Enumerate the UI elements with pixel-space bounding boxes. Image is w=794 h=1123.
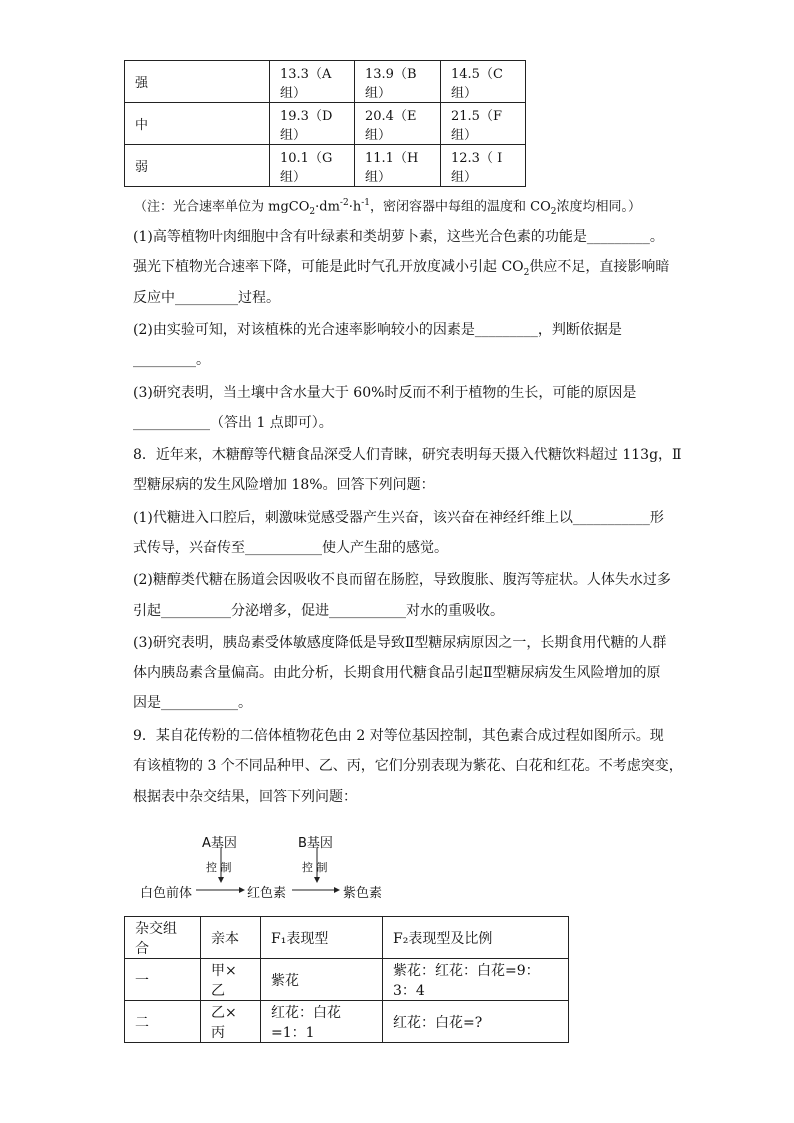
- red-pigment-label: 红色素: [247, 886, 287, 901]
- table-cell: 10.1（G组）: [270, 145, 355, 187]
- table-header-cell: 亲本: [201, 917, 261, 959]
- q9-stem: 9．某自花传粉的二倍体植物花色由 2 对等位基因控制，其色素合成过程如图所示。现: [133, 728, 664, 744]
- table-cell: 13.3（A组）: [270, 61, 355, 103]
- q8-part1: (1)代糖进入口腔后，刺激味觉感受器产生兴奋，该兴奋在神经纤维上以___________形: [133, 510, 664, 526]
- cross-results-table: [124, 916, 569, 1043]
- gene-b-label: B基因: [298, 836, 333, 851]
- q7-part3-cont: ___________（答出 1 点即可）。: [133, 415, 333, 431]
- q8-part2-cont: 引起__________分泌增多，促进___________对水的重吸收。: [133, 603, 504, 619]
- table-cell: 13.9（B组）: [355, 61, 441, 103]
- table-row: [125, 959, 569, 1001]
- q8-part2: (2)糖醇类代糖在肠道会因吸收不良而留在肠腔，导致腹胀、腹泻等症状。人体失水过多: [133, 572, 671, 588]
- table-cell: 红花：白花=1：1: [261, 1001, 383, 1043]
- table-cell: 弱: [125, 145, 270, 187]
- pigment-pathway-diagram: [140, 830, 400, 900]
- q7-part3: (3)研究表明，当土壤中含水量大于 60%时反而不利于植物的生长，可能的原因是: [133, 385, 637, 401]
- table-cell: 强: [125, 61, 270, 103]
- table-cell: 21.5（F组）: [441, 103, 526, 145]
- white-precursor-label: 白色前体: [140, 886, 193, 901]
- table-cell: 紫花：红花：白花=9：3：4: [383, 959, 569, 1001]
- table-cell: 红花：白花=?: [383, 1001, 569, 1043]
- table-header-cell: 杂交组合: [125, 917, 201, 959]
- table-header-cell: F₁表现型: [261, 917, 383, 959]
- table-cell: 20.4（E组）: [355, 103, 441, 145]
- table-cell: 12.3（ I组）: [441, 145, 526, 187]
- table-note: （注：光合速率单位为 $mgCO_2\cdot dm^{-2}\cdot h^{-1}$，密闭容器中每组的温度和 $CO_2$浓度均相同。）: [134, 198, 641, 217]
- table-cell: 11.1（H组）: [355, 145, 441, 187]
- table-header-row: [125, 917, 569, 959]
- q7-part1-cont2: 反应中_________过程。: [133, 290, 280, 306]
- q7-part1: (1)高等植物叶肉细胞中含有叶绿素和类胡萝卜素，这些光合色素的功能是_________。: [133, 229, 664, 245]
- table-cell: 中: [125, 103, 270, 145]
- purple-pigment-label: 紫色素: [343, 886, 383, 901]
- control-label-a: 控 制: [206, 861, 232, 874]
- gene-a-label: A基因: [202, 836, 237, 851]
- table-cell: 一: [125, 959, 201, 1001]
- q8-part3: (3)研究表明，胰岛素受体敏感度降低是导致Ⅱ型糖尿病原因之一，长期食用代糖的人群: [133, 635, 667, 651]
- q8-part1-cont: 式传导，兴奋传至___________使人产生甜的感觉。: [133, 540, 448, 556]
- table-row: [125, 103, 526, 145]
- control-label-b: 控 制: [302, 861, 328, 874]
- q8-stem-cont: 型糖尿病的发生风险增加 18%。回答下列问题：: [133, 477, 435, 493]
- light-intensity-table: [124, 60, 526, 187]
- q7-part2: (2)由实验可知，对该植株的光合速率影响较小的因素是_________，判断依据是: [133, 322, 622, 338]
- table-row: [125, 145, 526, 187]
- q8-part3-cont2: 因是___________。: [133, 695, 252, 711]
- q7-part1-cont: 强光下植物光合速率下降，可能是此时气孔开放度减小引起 $CO_2$供应不足，直接影响暗: [133, 259, 670, 278]
- q8-part3-cont: 体内胰岛素含量偏高。由此分析，长期食用代糖食品引起Ⅱ型糖尿病发生风险增加的原: [133, 665, 661, 681]
- table-cell: 紫花: [261, 959, 383, 1001]
- table-row: [125, 1001, 569, 1043]
- pathway-arrows: [140, 830, 400, 900]
- q9-stem-cont: 有该植物的 3 个不同品种甲、乙、丙，它们分别表现为紫花、白花和红花。不考虑突变，: [133, 758, 683, 774]
- q7-part2-cont: _________。: [133, 352, 210, 368]
- q9-stem-cont2: 根据表中杂交结果，回答下列问题：: [133, 789, 357, 805]
- table-row: [125, 61, 526, 103]
- table-cell: 乙×丙: [201, 1001, 261, 1043]
- table-header-cell: F₂表现型及比例: [383, 917, 569, 959]
- q8-stem: 8．近年来，木糖醇等代糖食品深受人们青睐，研究表明每天摄入代糖饮料超过 113g，Ⅱ: [133, 447, 682, 463]
- table-cell: 甲×乙: [201, 959, 261, 1001]
- table-cell: 19.3（D组）: [270, 103, 355, 145]
- table-cell: 二: [125, 1001, 201, 1043]
- table-cell: 14.5（C组）: [441, 61, 526, 103]
